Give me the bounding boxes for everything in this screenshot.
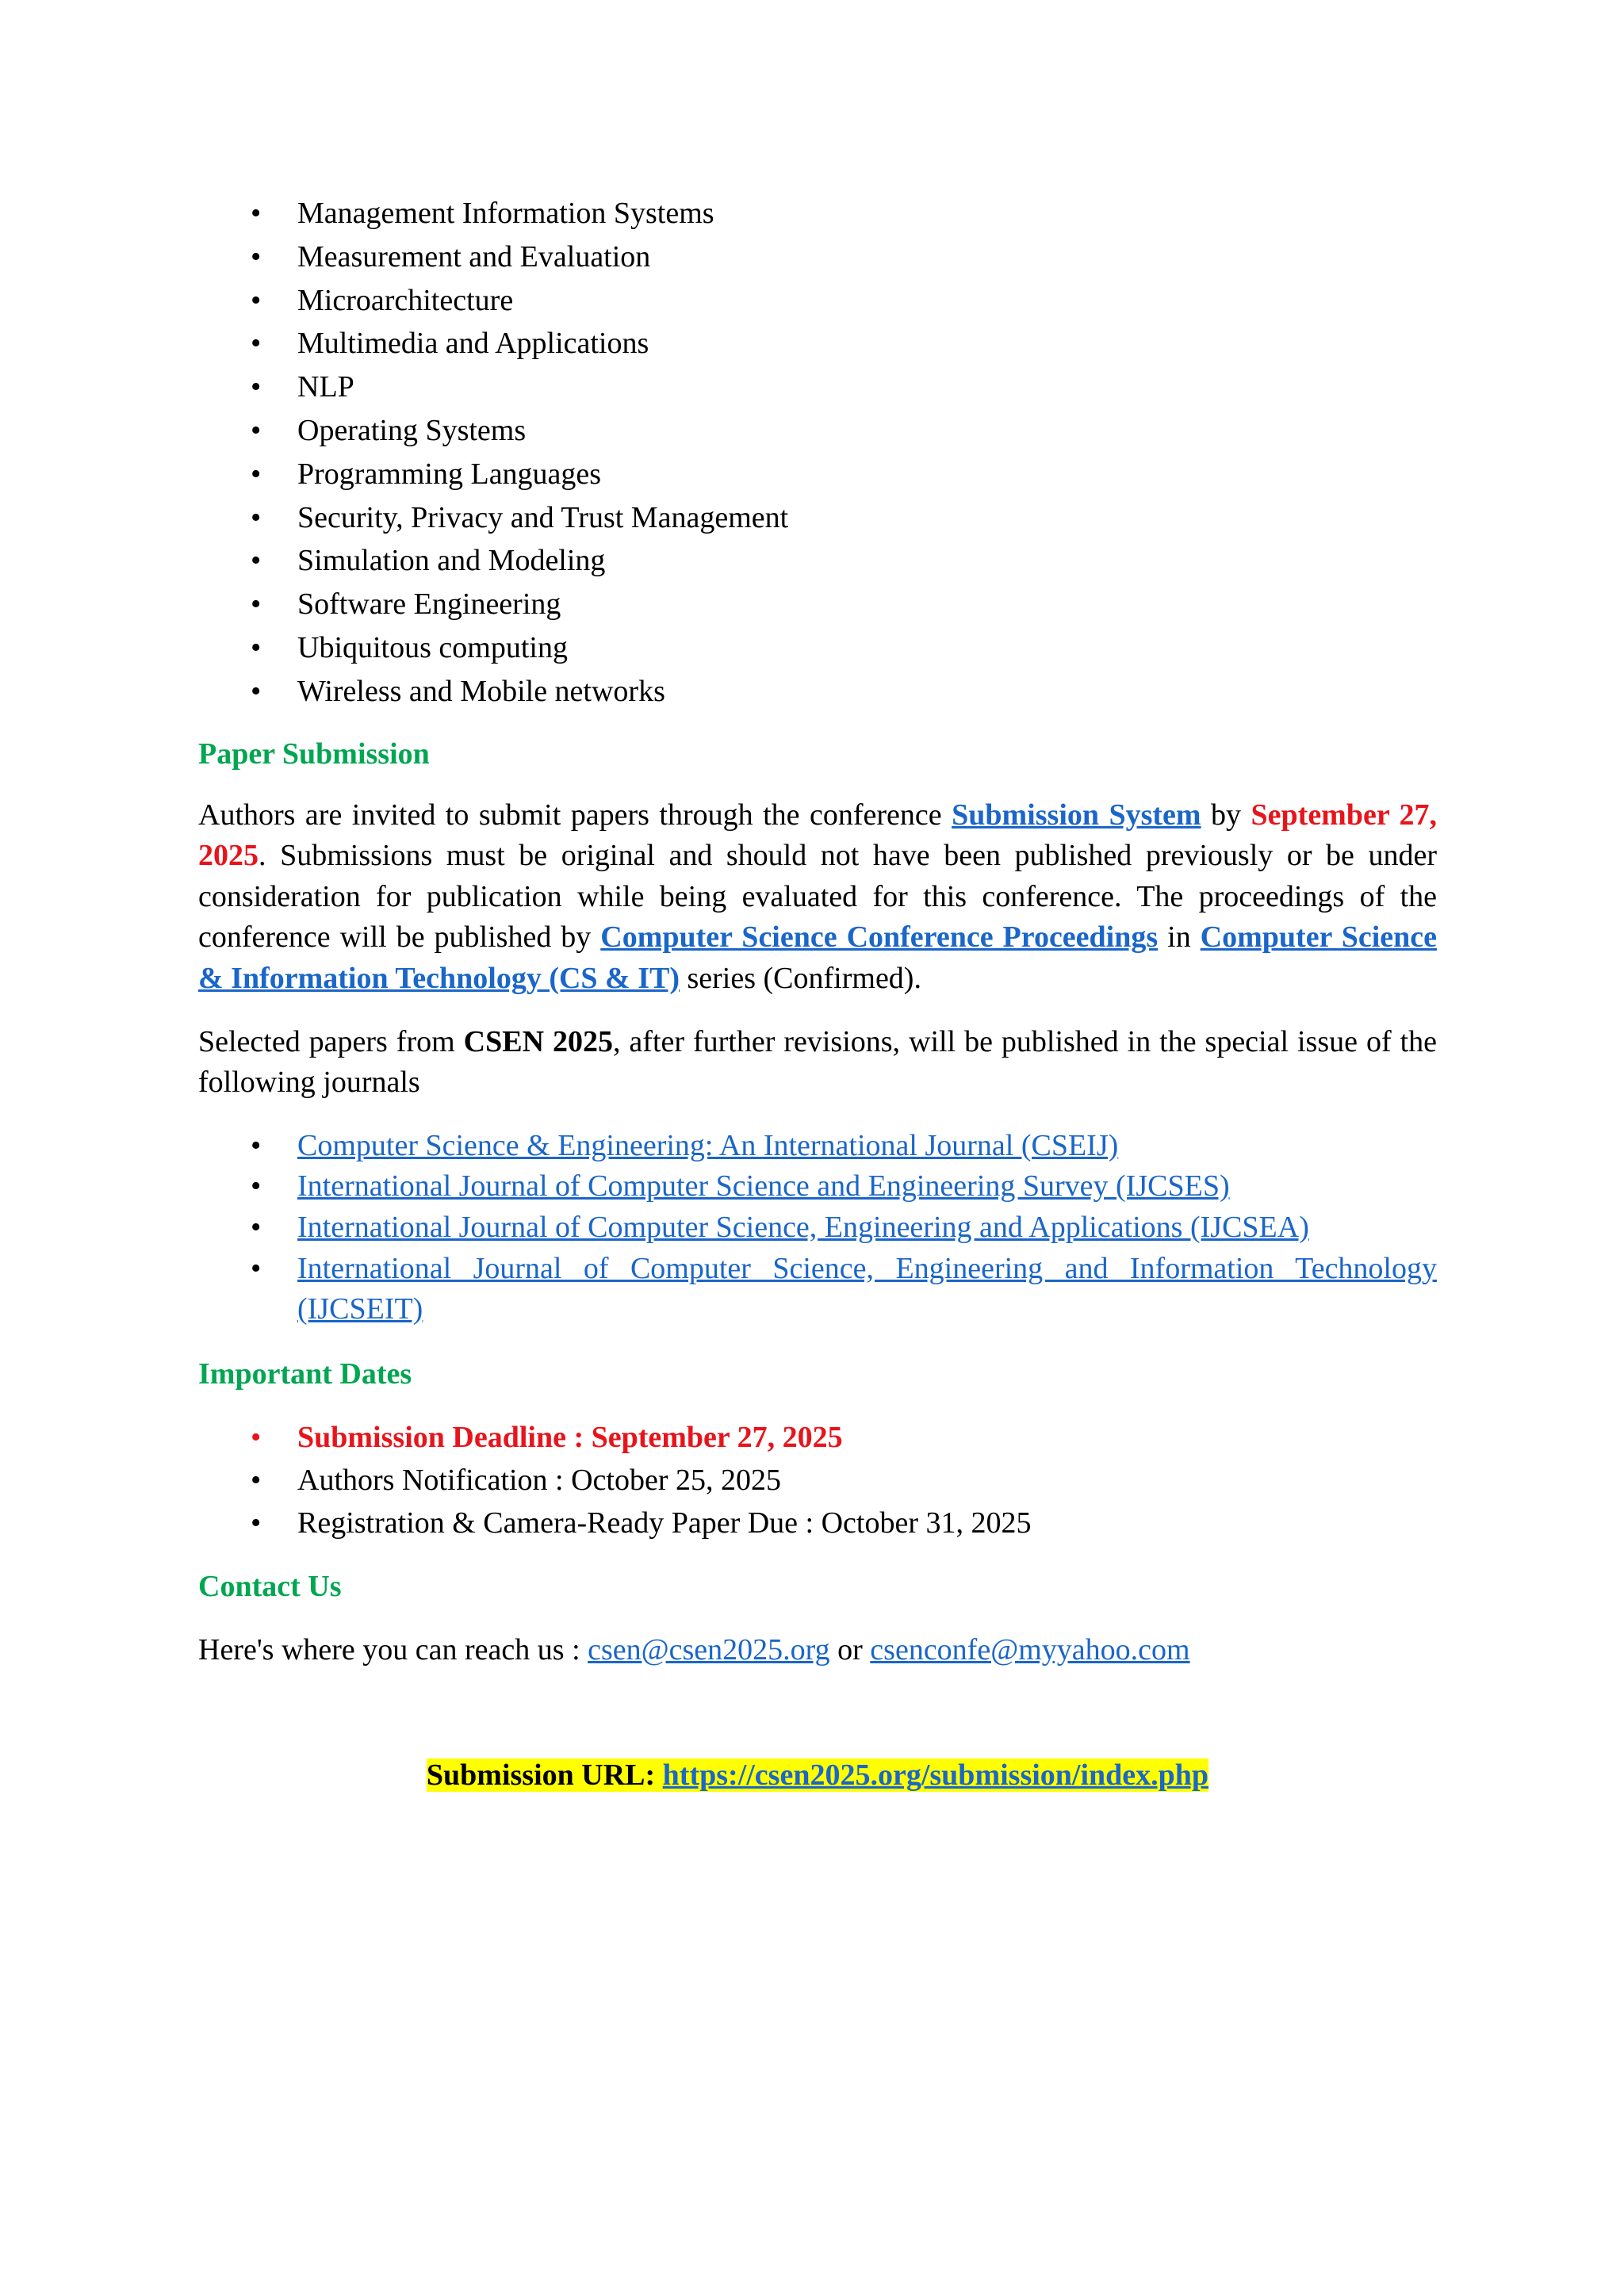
bullet-icon: •: [251, 239, 262, 274]
contact-text: Here's where you can reach us :: [198, 1632, 588, 1667]
topic-label: Multimedia and Applications: [297, 327, 649, 361]
journal-link-ijcseit[interactable]: International Journal of Computer Science, Engineering and Information Technology (IJCSEIT): [297, 1251, 1437, 1326]
submission-url-label: Submission URL:: [426, 1758, 663, 1792]
email-link-primary[interactable]: csen@csen2025.org: [588, 1632, 830, 1667]
submission-deadline-date: September 27, 2025: [198, 798, 1437, 873]
document-page: [198, 192, 1437, 1797]
bullet-icon: •: [251, 630, 262, 664]
paragraph-text: , after further revisions, will be published in the special issue of the following journals: [198, 1024, 1437, 1100]
list-item: [198, 1207, 1437, 1249]
cs-it-series-link[interactable]: Computer Science & Information Technology (CS & IT): [198, 920, 1438, 995]
paper-submission-heading: Paper Submission: [198, 737, 430, 771]
list-item: [198, 1166, 1437, 1207]
selected-papers-paragraph: [198, 1022, 1437, 1104]
list-item: [198, 1249, 1437, 1330]
list-item: [198, 496, 1437, 540]
list-item: [198, 539, 1437, 583]
bullet-icon: •: [251, 413, 262, 447]
conference-name: CSEN 2025: [463, 1024, 613, 1058]
list-item: [198, 192, 1437, 235]
bullet-icon: •: [251, 327, 262, 361]
topic-label: Wireless and Mobile networks: [297, 674, 665, 708]
list-item: [198, 1459, 1437, 1502]
topic-label: Programming Languages: [297, 457, 602, 491]
list-item: [198, 322, 1437, 365]
topic-label: Operating Systems: [297, 413, 527, 447]
bullet-icon: •: [251, 587, 262, 622]
journals-list: [198, 1126, 1437, 1330]
topic-label: Security, Privacy and Trust Management: [297, 500, 789, 534]
bullet-icon: •: [251, 500, 262, 534]
journal-link-ijcsea[interactable]: International Journal of Computer Science, Engineering and Applications (IJCSEA): [297, 1210, 1309, 1244]
bullet-icon: •: [251, 1463, 262, 1497]
list-item: [198, 670, 1437, 714]
bullet-icon: •: [251, 1128, 262, 1162]
authors-notification-item: Authors Notification : October 25, 2025: [297, 1463, 782, 1497]
topic-label: Measurement and Evaluation: [297, 239, 651, 274]
bullet-icon: •: [251, 370, 262, 404]
bullet-icon: •: [251, 1210, 262, 1244]
bullet-icon: •: [251, 1506, 262, 1540]
proceedings-link[interactable]: Computer Science Conference Proceedings: [600, 920, 1159, 955]
list-item: [198, 1502, 1437, 1544]
list-item: [198, 365, 1437, 409]
list-item: [198, 1126, 1437, 1167]
contact-heading: Contact Us: [198, 1569, 342, 1603]
bullet-icon: •: [251, 1251, 262, 1285]
journal-link-cseij[interactable]: Computer Science & Engineering: An International Journal (CSEIJ): [297, 1128, 1119, 1162]
submission-url-link[interactable]: https://csen2025.org/submission/index.php: [662, 1758, 1209, 1792]
paragraph-text: in: [1158, 920, 1201, 955]
list-item: [198, 279, 1437, 323]
paragraph-text: by: [1201, 798, 1251, 832]
paper-submission-paragraph: [198, 795, 1437, 1000]
paragraph-text: . Submissions must be original and should not have been published previously or be under consideration for publication while being evaluated for this conference. The proceedings of the conference will be published by: [198, 839, 1437, 955]
topics-list: [198, 192, 1437, 714]
camera-ready-item: Registration & Camera-Ready Paper Due : October 31, 2025: [297, 1506, 1032, 1540]
list-item: [198, 409, 1437, 453]
paragraph-text: series (Confirmed).: [680, 961, 921, 995]
paragraph-text: Authors are invited to submit papers through the conference: [198, 798, 952, 832]
submission-deadline-item: Submission Deadline : September 27, 2025: [297, 1420, 843, 1454]
important-dates-heading: Important Dates: [198, 1357, 412, 1391]
contact-line: [198, 1628, 1437, 1671]
bullet-icon: •: [251, 457, 262, 491]
bullet-icon: •: [251, 197, 262, 230]
bullet-icon: •: [251, 1169, 262, 1203]
topic-label: Software Engineering: [297, 587, 561, 622]
paragraph-text: Selected papers from: [198, 1024, 464, 1058]
list-item: [198, 583, 1437, 626]
bullet-icon: •: [251, 1420, 262, 1454]
important-dates-list: [198, 1416, 1437, 1544]
submission-url-line: [198, 1754, 1437, 1797]
topic-label: Management Information Systems: [297, 197, 714, 230]
topic-label: Ubiquitous computing: [297, 630, 568, 664]
list-item: [198, 453, 1437, 496]
email-link-secondary[interactable]: csenconfe@myyahoo.com: [870, 1632, 1190, 1667]
list-item: [198, 1416, 1437, 1459]
bullet-icon: •: [251, 674, 262, 708]
submission-system-link[interactable]: Submission System: [952, 798, 1201, 832]
list-item: [198, 626, 1437, 670]
journal-link-ijcses[interactable]: International Journal of Computer Science and Engineering Survey (IJCSES): [297, 1169, 1230, 1203]
topic-label: NLP: [297, 370, 354, 404]
topic-label: Microarchitecture: [297, 283, 514, 317]
bullet-icon: •: [251, 283, 262, 317]
submission-url-highlight: [427, 1758, 1208, 1792]
contact-or: or: [829, 1632, 871, 1667]
topic-label: Simulation and Modeling: [297, 544, 606, 578]
bullet-icon: •: [251, 544, 262, 578]
list-item: [198, 235, 1437, 279]
